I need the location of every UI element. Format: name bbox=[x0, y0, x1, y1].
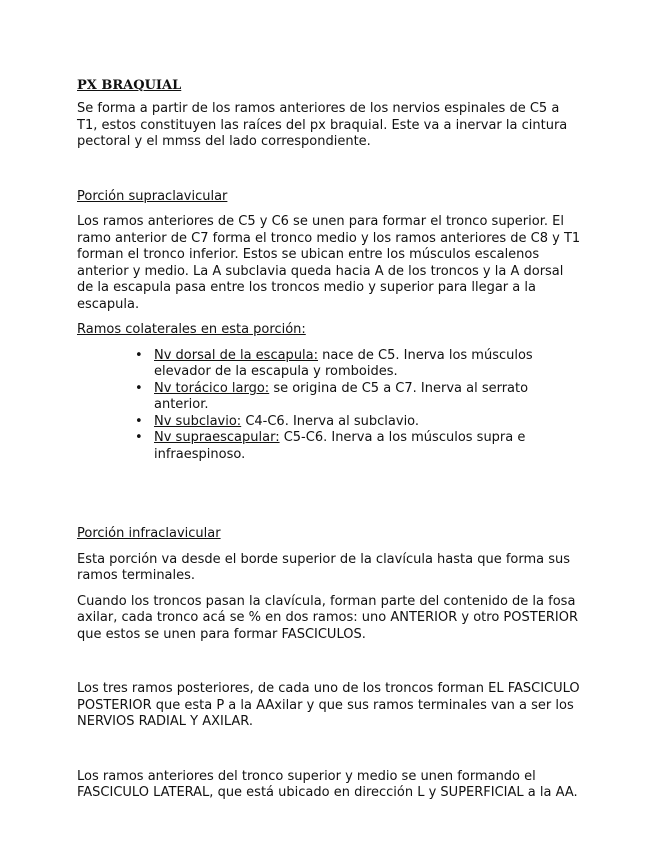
branch-description: nace de C5. Inerva los músculos elevador de la escapula y romboides. bbox=[154, 347, 533, 379]
branch-description: C4-C6. Inerva al subclavio. bbox=[241, 413, 420, 429]
branch-description: se origina de C5 a C7. Inerva al serrato anterior. bbox=[154, 380, 529, 412]
branch-name: Nv torácico largo: bbox=[154, 380, 270, 396]
list-item bbox=[154, 430, 582, 463]
branch-name: Nv dorsal de la escapula: bbox=[154, 347, 319, 363]
section-heading-supraclavicular: Porción supraclavicular bbox=[77, 188, 228, 204]
branch-description: C5-C6. Inerva a los músculos supra e infraespinoso. bbox=[154, 430, 526, 462]
branch-name: Nv supraescapular: bbox=[154, 430, 280, 445]
spacer bbox=[77, 313, 582, 322]
list-item bbox=[154, 414, 582, 431]
collateral-branches-list bbox=[77, 348, 582, 464]
spacer bbox=[77, 339, 582, 348]
supraclavicular-paragraph: Los ramos anteriores de C5 y C6 se unen para formar el tronco superior. El ramo anterior de C7 forma el tronco medio y los ramos anteriores de C8 y T1 forman el tronco inferior. Estos se ubican entre los músculos escalenos anterior y medio. La A subclavia queda hacia A de los troncos y la A dorsal de la escapula pasa entre los troncos medio y superior para llegar a la escapula. bbox=[77, 214, 581, 312]
document-title: PX BRAQUIAL bbox=[77, 78, 182, 93]
infraclavicular-paragraph-3: Los tres ramos posteriores, de cada uno de los troncos forman EL FASCICULO POSTERIOR que esta P a la AAxilar y que sus ramos terminales van a ser los NERVIOS RADIAL Y AXILAR. bbox=[77, 681, 580, 729]
intro-paragraph: Se forma a partir de los ramos anteriores de los nervios espinales de C5 a T1, estos constituyen las raíces del px braquial. Este va a inervar la cintura pectoral y el mmss del lado correspondiente. bbox=[77, 101, 568, 149]
list-item bbox=[154, 381, 582, 414]
section-heading-infraclavicular: Porción infraclavicular bbox=[77, 526, 221, 541]
branch-name: Nv subclavio: bbox=[154, 413, 242, 429]
infraclavicular-paragraph-4: Los ramos anteriores del tronco superior y medio se unen formando el FASCICULO LATERAL, que está ubicado en dirección L y SUPERFICIAL a la AA. bbox=[77, 768, 578, 800]
collaterals-heading: Ramos colaterales en esta porción: bbox=[77, 322, 306, 337]
infraclavicular-paragraph-1: Esta porción va desde el borde superior de la clavícula hasta que forma sus ramos terminales. bbox=[77, 551, 571, 583]
spacer bbox=[77, 543, 582, 552]
spacer bbox=[77, 731, 582, 769]
spacer bbox=[77, 151, 582, 189]
infraclavicular-paragraph-2: Cuando los troncos pasan la clavícula, forman parte del contenido de la fosa axilar, cada tronco acá se % en dos ramos: uno ANTERIOR y otro POSTERIOR que estos se unen para formar FASCICULOS. bbox=[77, 593, 579, 642]
spacer bbox=[77, 643, 582, 681]
spacer bbox=[77, 585, 582, 594]
document-page bbox=[77, 77, 582, 802]
spacer bbox=[77, 205, 582, 214]
list-item bbox=[154, 348, 582, 381]
spacer bbox=[77, 463, 582, 526]
